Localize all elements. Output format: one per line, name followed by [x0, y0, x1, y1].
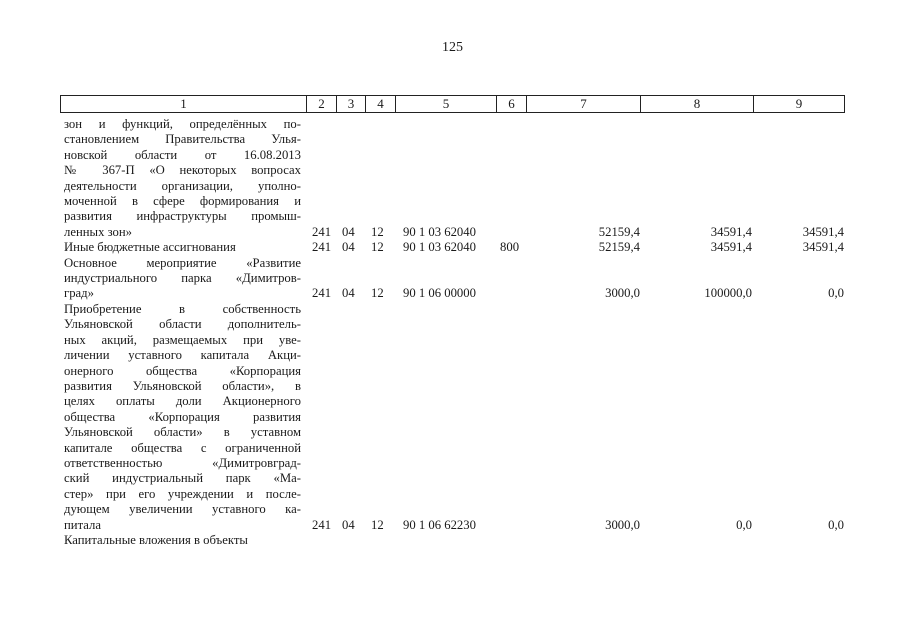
table-row — [64, 533, 854, 548]
description-line: развития инфраструктуры промыш- — [64, 209, 301, 224]
cell-c8: 100000,0 — [704, 286, 752, 301]
page-number: 125 — [442, 40, 463, 55]
cell-c3: 04 — [342, 286, 355, 301]
cell-c7: 3000,0 — [605, 517, 640, 532]
description-line: дующем увеличении уставного ка- — [64, 502, 301, 517]
cell-c8: 34591,4 — [710, 240, 752, 255]
description-line: Ульяновской области дополнитель- — [64, 317, 301, 332]
description-line: личении уставного капитала Акци- — [64, 348, 301, 363]
description-line: ных акций, размещаемых при уве- — [64, 332, 301, 347]
header-col-9: 9 — [795, 96, 803, 111]
cell-c7: 52159,4 — [598, 224, 640, 239]
description-line: град» — [64, 286, 94, 301]
cell-c2: 241 — [312, 286, 332, 301]
row-values — [64, 518, 854, 533]
cell-c2: 241 — [312, 224, 332, 239]
description-line: индустриального парка «Димитров- — [64, 271, 301, 286]
table-body — [64, 117, 854, 548]
cell-c3: 04 — [342, 517, 355, 532]
table-header — [60, 95, 845, 113]
cell-c9: 34591,4 — [802, 224, 844, 239]
description-line: деятельности организации, уполно- — [64, 178, 301, 193]
cell-c4: 12 — [371, 517, 384, 532]
description-line: зон и функций, определённых по- — [64, 117, 301, 131]
cell-c4: 12 — [371, 286, 384, 301]
description-line: Ульяновской области» в уставном — [64, 425, 301, 440]
header-col-1: 1 — [61, 96, 307, 112]
header-col-3: 3 — [337, 96, 366, 112]
cell-c9: 34591,4 — [802, 240, 844, 255]
cell-c2: 241 — [312, 240, 332, 255]
header-col-5: 5 — [396, 96, 497, 112]
cell-c5: 90 1 06 62230 — [403, 517, 476, 532]
description-line: Основное мероприятие «Развитие — [64, 255, 301, 270]
cell-c2: 241 — [312, 517, 332, 532]
description-line: стер» при его учреждении и после- — [64, 486, 301, 501]
description-line: Иные бюджетные ассигнования — [64, 240, 236, 255]
cell-c4: 12 — [371, 240, 384, 255]
cell-c4: 12 — [371, 224, 384, 239]
cell-c7: 52159,4 — [598, 240, 640, 255]
header-col-6: 6 — [497, 96, 527, 112]
table-row — [64, 117, 854, 240]
row-description — [64, 302, 301, 533]
cell-c7: 3000,0 — [605, 286, 640, 301]
row-values — [64, 533, 854, 548]
cell-c5: 90 1 03 62040 — [403, 240, 476, 255]
cell-c6: 800 — [500, 240, 520, 255]
description-line: новской области от 16.08.2013 — [64, 147, 301, 162]
cell-c9: 0,0 — [828, 517, 844, 532]
description-line: Капитальные вложения в объекты — [64, 532, 248, 547]
description-line: становлением Правительства Улья- — [64, 132, 301, 147]
description-line: ленных зон» — [64, 224, 132, 239]
description-line: онерного общества «Корпорация — [64, 363, 301, 378]
description-line: целях оплаты доли Акционерного — [64, 394, 301, 409]
row-description — [64, 117, 301, 240]
description-line: ский индустриальный парк «Ма- — [64, 471, 301, 486]
cell-c8: 0,0 — [736, 517, 752, 532]
description-line: ответственностью «Димитровград- — [64, 455, 301, 470]
row-values — [64, 225, 854, 240]
row-values — [64, 240, 854, 255]
cell-c5: 90 1 03 62040 — [403, 224, 476, 239]
description-line: моченной в сфере формирования и — [64, 194, 301, 209]
description-line: развития Ульяновской области», в — [64, 378, 301, 393]
header-col-7: 7 — [527, 96, 641, 112]
cell-c5: 90 1 06 00000 — [403, 286, 476, 301]
cell-c3: 04 — [342, 224, 355, 239]
cell-c8: 34591,4 — [710, 224, 752, 239]
table-row — [64, 302, 854, 533]
description-line: питала — [64, 517, 101, 532]
cell-c9: 0,0 — [828, 286, 844, 301]
description-line: общества «Корпорация развития — [64, 409, 301, 424]
description-line: Приобретение в собственность — [64, 301, 301, 316]
header-col-8: 8 — [641, 96, 754, 112]
description-line: № 367-П «О некоторых вопросах — [64, 163, 301, 178]
cell-c3: 04 — [342, 240, 355, 255]
row-values — [64, 286, 854, 301]
table-row — [64, 240, 854, 255]
description-line: капитале общества с ограниченной — [64, 440, 301, 455]
header-col-4: 4 — [366, 96, 396, 112]
header-col-2: 2 — [307, 96, 337, 112]
table-row — [64, 256, 854, 302]
